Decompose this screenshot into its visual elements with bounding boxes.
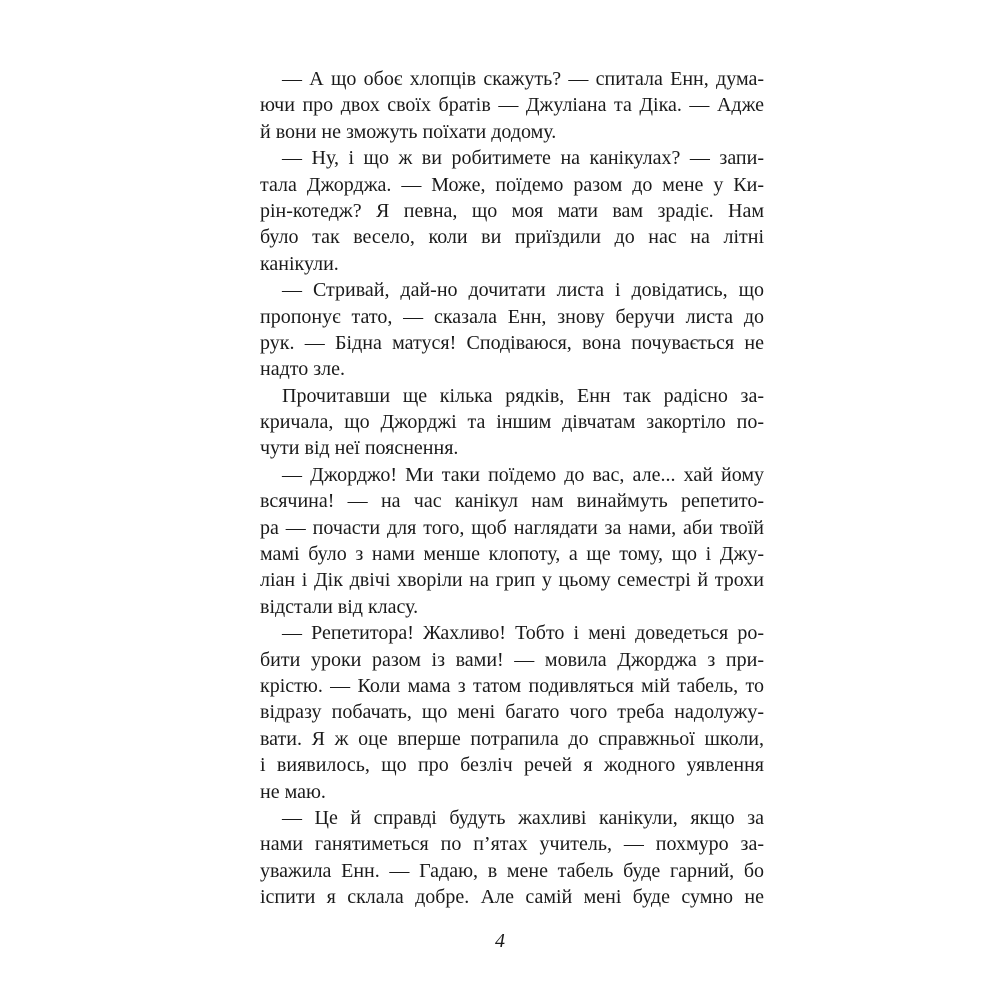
page-body bbox=[238, 66, 764, 911]
paragraph-3 bbox=[238, 277, 764, 383]
paragraph-6 bbox=[238, 620, 764, 805]
paragraph-5 bbox=[238, 462, 764, 620]
text-line: бити уроки разом із вами! — мовила Джорджа з при- bbox=[260, 648, 764, 671]
text-line: відразу побачать, що мені багато чого треба надолужу- bbox=[260, 701, 764, 724]
text-line: іспити я склала добре. Але самій мені буде сумно не bbox=[260, 886, 764, 909]
text-line: ра — почасти для того, щоб наглядати за нами, аби твоїй bbox=[260, 516, 764, 539]
text-line: ючи про двох своїх братів — Джуліана та Діка. — Адже bbox=[260, 94, 764, 117]
text-line: й вони не зможуть поїхати додому. bbox=[260, 120, 557, 143]
text-line: не маю. bbox=[260, 780, 326, 803]
text-line: крістю. — Коли мама з татом подивляться мій табель, то bbox=[260, 674, 764, 697]
text-line: — Це й справді будуть жахливі канікули, якщо за bbox=[282, 806, 764, 829]
text-line: всячина! — на час канікул нам винаймуть репетито- bbox=[260, 490, 764, 513]
text-line: — Джорджо! Ми таки поїдемо до вас, але... хай йому bbox=[282, 463, 764, 486]
text-line: рук. — Бідна матуся! Сподіваюся, вона почувається не bbox=[260, 331, 764, 354]
text-line: кричала, що Джорджі та іншим дівчатам закортіло по- bbox=[260, 411, 764, 434]
text-line: відстали від класу. bbox=[260, 595, 419, 618]
text-line: — Стривай, дай-но дочитати листа і довідатись, що bbox=[282, 279, 764, 302]
text-line: ліан і Дік двічі хворіли на грип у цьому семестрі й трохи bbox=[260, 569, 764, 592]
page-number: 4 bbox=[495, 930, 505, 952]
text-line: мамі було з нами менше клопоту, а ще тому, що і Джу- bbox=[260, 543, 764, 566]
paragraph-2 bbox=[238, 145, 764, 277]
paragraph-1 bbox=[238, 66, 764, 145]
text-line: — А що обоє хлопців скажуть? — спитала Енн, дума- bbox=[282, 68, 764, 90]
text-line: було так весело, коли ви приїздили до нас на літні bbox=[260, 226, 764, 249]
text-line: і виявилось, що про безліч речей я жодного уявлення bbox=[260, 754, 764, 777]
text-line: пропонує тато, — сказала Енн, знову беручи листа до bbox=[260, 305, 764, 328]
text-line: нами ганятиметься по п’ятах учитель, — похмуро за- bbox=[260, 833, 764, 856]
text-line: рін-котедж? Я певна, що моя мати вам зрадіє. Нам bbox=[260, 199, 764, 222]
text-line: уважила Енн. — Гадаю, в мене табель буде гарний, бо bbox=[260, 859, 764, 882]
text-line: чути від неї пояснення. bbox=[260, 437, 459, 460]
text-line: канікули. bbox=[260, 252, 339, 275]
text-line: тала Джорджа. — Може, поїдемо разом до мене у Ки- bbox=[260, 173, 764, 196]
paragraph-7 bbox=[238, 805, 764, 911]
paragraph-4 bbox=[238, 383, 764, 462]
text-line: — Репетитора! Жахливо! Тобто і мені доведеться ро- bbox=[282, 622, 764, 645]
text-line: надто зле. bbox=[260, 358, 345, 381]
text-line: Прочитавши ще кілька рядків, Енн так радісно за- bbox=[282, 384, 764, 407]
text-line: — Ну, і що ж ви робитимете на канікулах? — запи- bbox=[282, 147, 764, 170]
text-line: вати. Я ж оце вперше потрапила до справжньої школи, bbox=[260, 727, 764, 750]
